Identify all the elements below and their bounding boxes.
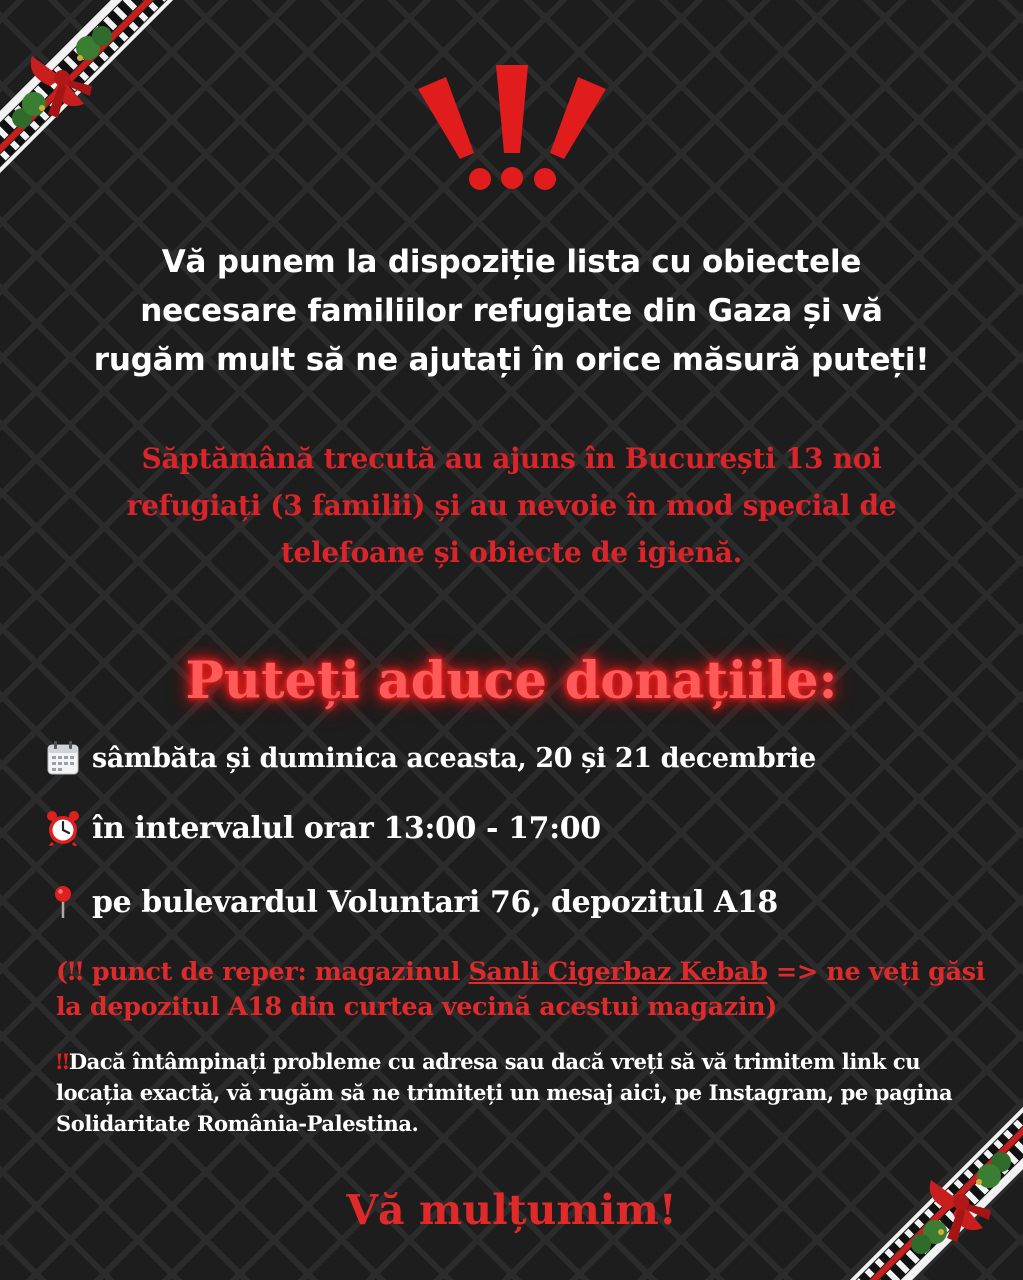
intro-line: rugăm mult să ne ajutați în orice măsură puteți! xyxy=(93,342,930,378)
announcement-line: refugiați (3 familii) și au nevoie în mod special de xyxy=(126,489,897,522)
detail-time xyxy=(46,810,601,846)
calendar-icon xyxy=(46,740,80,776)
double-exclamation-icon: ‼ xyxy=(67,957,84,987)
exclamation-marks-icon xyxy=(414,55,610,191)
double-exclamation-icon: ‼ xyxy=(56,1049,69,1074)
decor-corner-top-left xyxy=(0,0,240,240)
announcement-line: Săptămână trecută au ajuns în București 13 noi xyxy=(141,442,882,475)
intro-text xyxy=(0,238,1023,385)
announcement-line: telefoane și obiecte de igienă. xyxy=(280,536,743,569)
intro-line: Vă punem la dispoziție lista cu obiectele xyxy=(161,244,862,280)
thanks-text: Vă mulțumim! xyxy=(346,1186,677,1234)
contact-text: Dacă întâmpinați probleme cu adresa sau dacă vreți să vă trimitem link cu locația exactă, vă rugăm să ne trimiteți un mesaj aici, pe Instagram, pe pagina Solidaritate România-Palestina. xyxy=(56,1049,953,1136)
pin-icon xyxy=(46,884,80,920)
donations-heading: Puteți aduce donațiile: xyxy=(185,651,838,711)
date-text: sâmbăta și duminica aceasta, 20 și 21 decembrie xyxy=(92,742,816,774)
contact-note xyxy=(56,1046,996,1139)
landmark-note: (‼ punct de reper: magazinul Sanli Cigerbaz Kebab => ne veți găsi la depozitul A18 din curtea vecină acestui magazin) xyxy=(56,957,985,1022)
refugees-announcement xyxy=(0,435,1023,576)
shop-link[interactable]: Sanli Cigerbaz Kebab xyxy=(468,957,768,987)
intro-line: necesare familiilor refugiate din Gaza și vă xyxy=(140,293,883,329)
address-text: pe bulevardul Voluntari 76, depozitul A18 xyxy=(92,884,778,920)
time-text: în intervalul orar 13:00 - 17:00 xyxy=(92,810,601,846)
detail-address xyxy=(46,884,778,920)
detail-date xyxy=(46,740,816,776)
christmas-bow-icon xyxy=(0,0,240,240)
alarm-clock-icon xyxy=(46,810,80,846)
